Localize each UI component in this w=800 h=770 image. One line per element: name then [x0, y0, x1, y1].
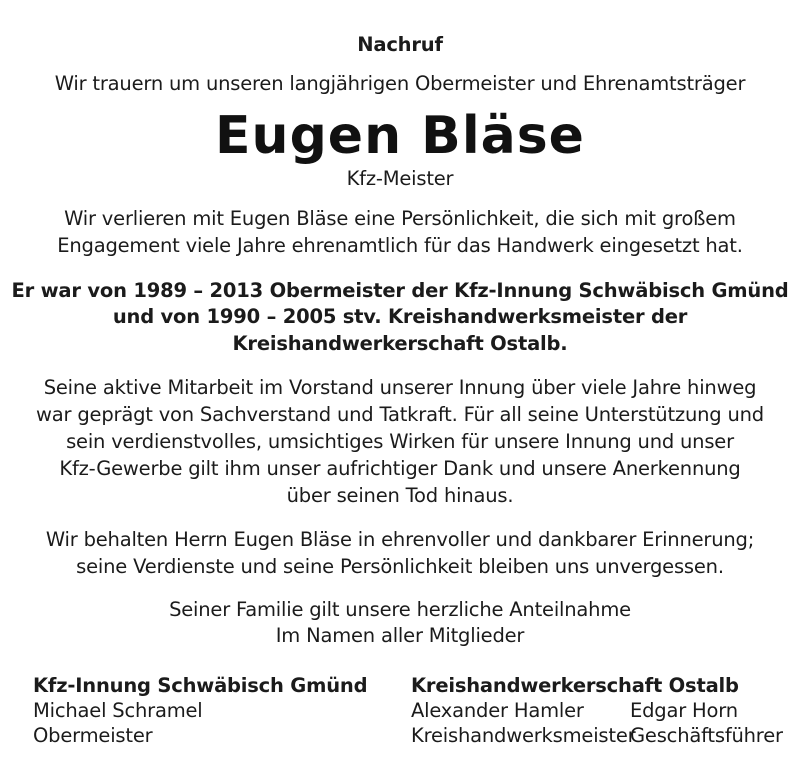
paragraph-line: war geprägt von Sachverstand und Tatkraft. Für all seine Unterstützung und: [36, 403, 764, 426]
signature-person: Edgar Horn: [630, 699, 738, 722]
paragraph-line: seine Verdienste und seine Persönlichkeit bleiben uns unvergessen.: [76, 555, 724, 578]
intro-line: Wir trauern um unseren langjährigen Obermeister und Ehrenamtsträger: [54, 72, 746, 95]
signature-org: Kfz-Innung Schwäbisch Gmünd: [33, 674, 368, 697]
paragraph-line: Kreishandwerkerschaft Ostalb.: [232, 332, 568, 355]
paragraph-line: sein verdienstvolles, umsichtiges Wirken für unsere Innung und unser: [66, 430, 734, 453]
paragraph-line: Kfz-Gewerbe gilt ihm unser aufrichtiger Dank und unsere Anerkennung: [59, 457, 741, 480]
closing-line: Im Namen aller Mitglieder: [275, 624, 525, 647]
paragraph-line: und von 1990 – 2005 stv. Kreishandwerksmeister der: [112, 305, 688, 328]
paragraph-line: Seine aktive Mitarbeit im Vorstand unserer Innung über viele Jahre hinweg: [43, 376, 757, 399]
paragraph-line: über seinen Tod hinaus.: [286, 484, 514, 507]
deceased-name: Eugen Bläse: [215, 106, 585, 166]
paragraph-line: Wir verlieren mit Eugen Bläse eine Persönlichkeit, die sich mit großem: [64, 207, 736, 230]
deceased-profession: Kfz-Meister: [346, 167, 454, 190]
signature-role: Geschäftsführer: [630, 724, 783, 747]
signature-role: Obermeister: [33, 724, 153, 747]
signature-person: Michael Schramel: [33, 699, 203, 722]
paragraph-line: Engagement viele Jahre ehrenamtlich für das Handwerk eingesetzt hat.: [57, 234, 743, 257]
paragraph-line: Wir behalten Herrn Eugen Bläse in ehrenvoller und dankbarer Erinnerung;: [45, 528, 755, 551]
signature-person: Alexander Hamler: [411, 699, 584, 722]
closing-line: Seiner Familie gilt unsere herzliche Anteilnahme: [169, 598, 631, 621]
notice-heading: Nachruf: [357, 33, 443, 56]
signature-org: Kreishandwerkerschaft Ostalb: [411, 674, 739, 697]
signature-role: Kreishandwerksmeister: [411, 724, 636, 747]
paragraph-line: Er war von 1989 – 2013 Obermeister der Kfz-Innung Schwäbisch Gmünd: [11, 279, 789, 302]
